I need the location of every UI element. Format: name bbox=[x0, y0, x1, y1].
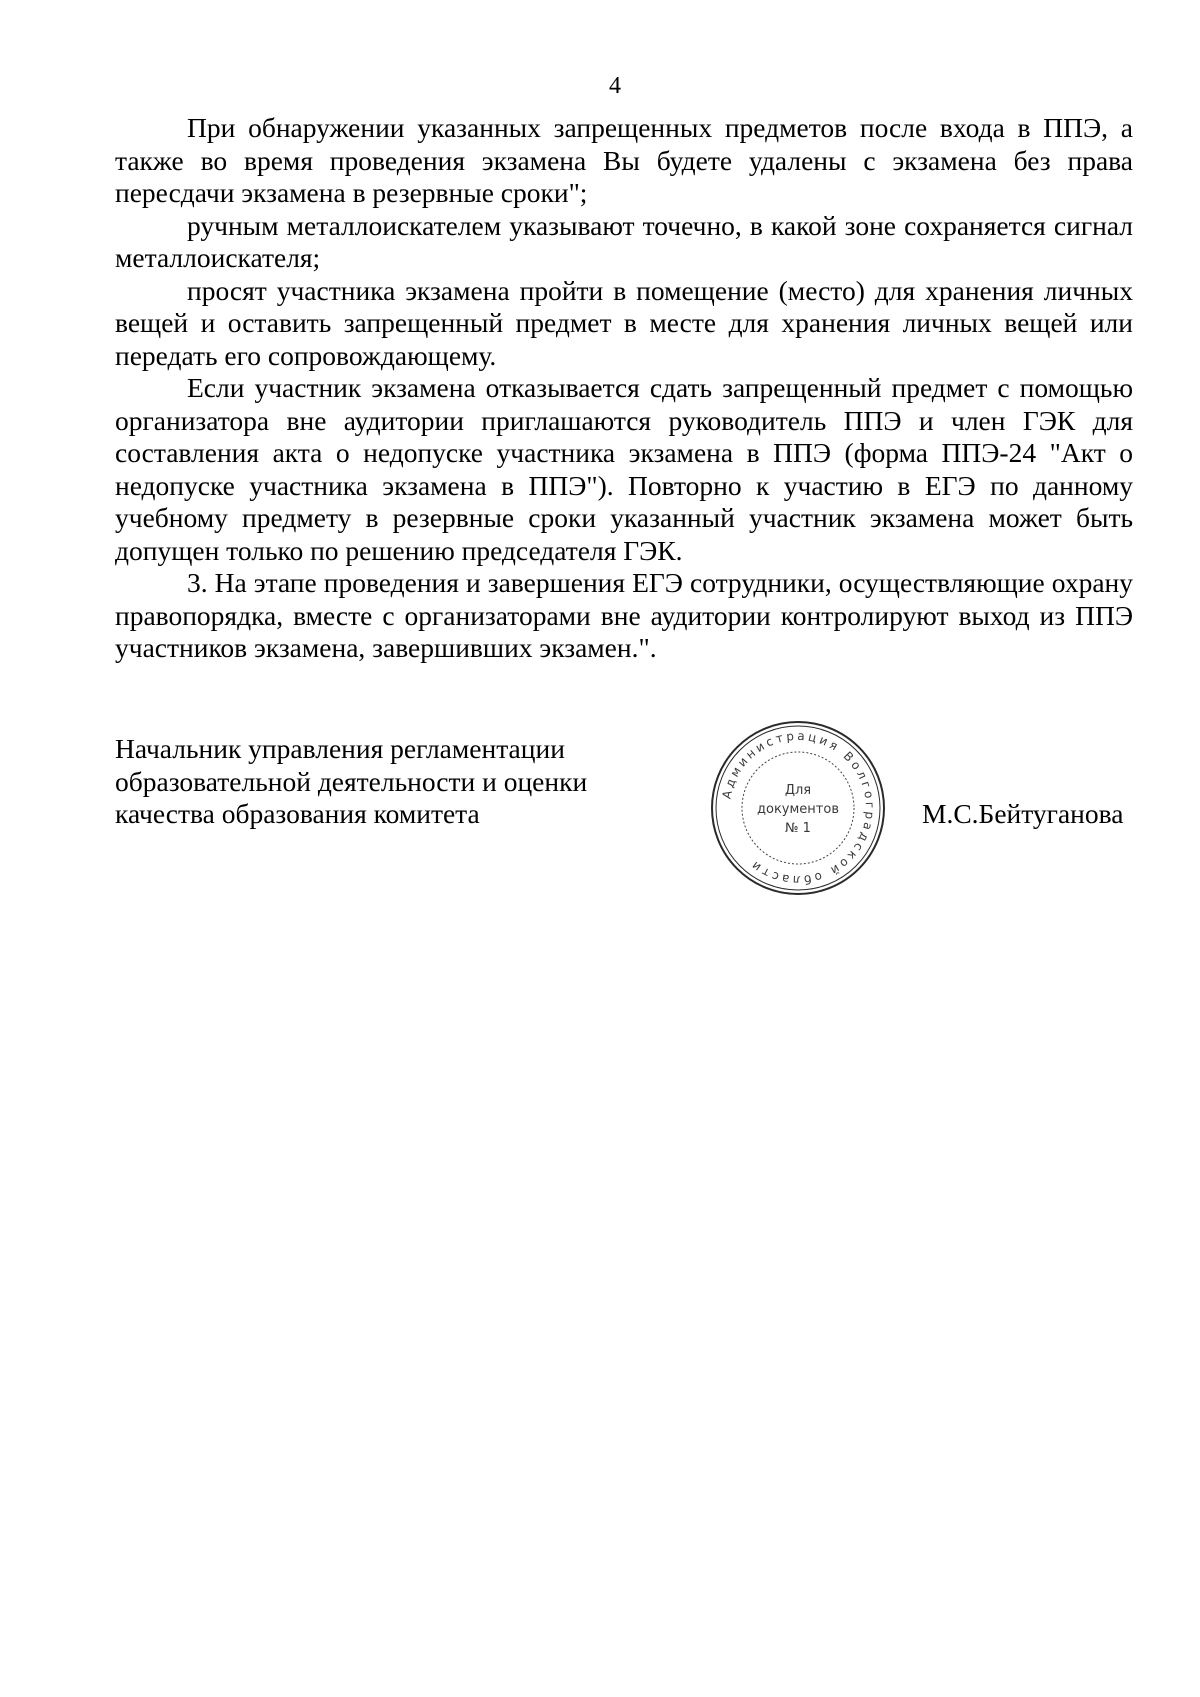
signatory-position bbox=[115, 733, 655, 831]
stamp-center-line: документов bbox=[757, 802, 839, 817]
paragraph-personal-belongings: просят участника экзамена пройти в помещение (место) для хранения личных вещей и оставить запрещенный предмет в месте для хранения личных вещей или передать его сопровождающему. bbox=[115, 274, 1133, 371]
signatory-position-line: образовательной деятельности и оценки bbox=[115, 765, 588, 797]
official-stamp bbox=[708, 718, 888, 898]
paragraph-metal-detector: ручным металлоискателем указывают точечно, в какой зоне сохраняется сигнал металлоискателя; bbox=[115, 209, 1133, 273]
paragraph-refusal-procedure: Если участник экзамена отказывается сдать запрещенный предмет с помощью организатора вне аудитории приглашаются руководитель ППЭ и член ГЭК для составления акта о недопуске участника экзамена в ППЭ (форма ППЭ-24 "Акт о недопуске участника экзамена в ППЭ"). Повторно к участию в ЕГЭ по данному учебному предмету в резервные сроки указанный участник экзамена может быть допущен только по решению председателя ГЭК. bbox=[115, 372, 1133, 566]
paragraph-prohibited-items-warning: При обнаружении указанных запрещенных предметов после входа в ППЭ, а также во время проведения экзамена Вы будете удалены с экзамена без права пересдачи экзамена в резервные сроки"; bbox=[115, 112, 1133, 208]
stamp-center-line: № 1 bbox=[785, 821, 811, 836]
stamp-center-line: Для bbox=[784, 783, 812, 798]
signatory-position-line: качества образования комитета bbox=[115, 798, 480, 829]
stamp-ring-text: Администрация Волгоградской области bbox=[719, 728, 878, 888]
body-text bbox=[115, 112, 1133, 665]
signatory-name: М.С.Бейтуганова bbox=[922, 798, 1124, 829]
page-number: 4 bbox=[609, 73, 621, 99]
signatory-position-line: Начальник управления регламентации bbox=[115, 733, 565, 764]
paragraph-exit-control: 3. На этапе проведения и завершения ЕГЭ сотрудники, осуществляющие охрану правопорядка, вместе с организаторами вне аудитории контролируют выход из ППЭ участников экзамена, завершивших экзамен.". bbox=[115, 567, 1133, 663]
